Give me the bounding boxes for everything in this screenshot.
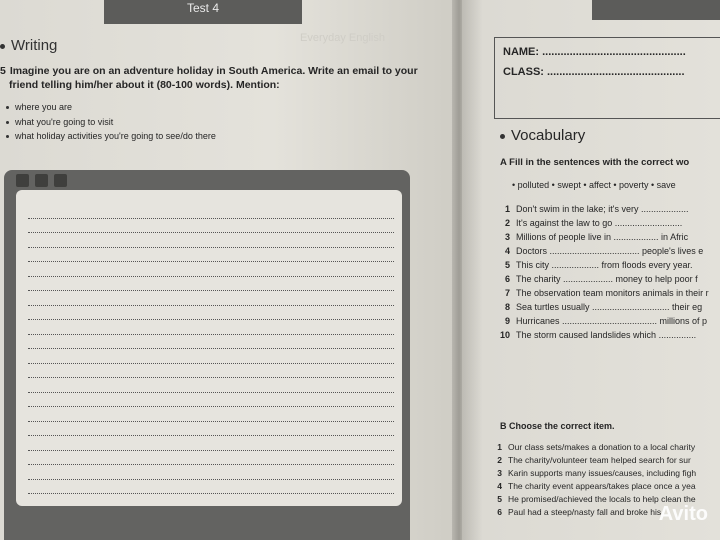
writing-line	[28, 479, 394, 480]
vocabulary-title-text: Vocabulary	[511, 127, 586, 144]
sentence-text: Paul had a steep/nasty fall and broke his	[508, 507, 662, 517]
vocabulary-title	[500, 127, 585, 144]
sentence-number: 3	[504, 232, 510, 242]
writing-line	[28, 218, 394, 219]
bullet-icon	[0, 44, 5, 49]
sentence-b	[492, 455, 691, 465]
writing-line	[28, 377, 394, 378]
watermark: Avito	[658, 503, 708, 525]
writing-line	[28, 261, 394, 262]
right-page	[462, 0, 720, 540]
sentence-number: 10	[499, 330, 510, 340]
right-tab	[592, 0, 720, 20]
list-item	[6, 100, 216, 115]
sentence-b	[492, 442, 695, 452]
sentence-text: Doctors .................................... people's lives e	[516, 246, 704, 256]
sentence-b	[492, 507, 661, 517]
sentence-number: 4	[504, 246, 510, 256]
bullet-text: what holiday activities you're going to see/do there	[15, 131, 216, 141]
sentence-a	[492, 274, 698, 284]
sentence-a	[492, 316, 707, 326]
writing-title	[0, 37, 57, 54]
ghost-text: Everyday English	[300, 32, 385, 44]
sentence-number: 2	[497, 455, 502, 465]
writing-line	[28, 276, 394, 277]
writing-window	[4, 170, 410, 540]
list-item	[6, 115, 216, 130]
task-text-1: Imagine you are on an adventure holiday in South America. Write an email to your	[9, 65, 418, 77]
writing-line	[28, 305, 394, 306]
writing-task	[0, 64, 418, 92]
sentence-text: Karin supports many issues/causes, including figh	[508, 468, 697, 478]
bullet-icon	[6, 106, 9, 109]
sentence-a	[492, 330, 696, 340]
test-label: Test 4	[104, 0, 302, 24]
sentence-a	[492, 246, 703, 256]
sentence-text: The charity/volunteer team helped search for sur	[508, 455, 691, 465]
sentence-number: 7	[504, 288, 510, 298]
sentence-text: Don't swim in the lake; it's very ...................	[516, 204, 689, 214]
name-field[interactable]: NAME: ...............................................	[503, 46, 686, 58]
sentence-text: The charity .................... money to help poor f	[516, 274, 698, 284]
sentence-text: The observation team monitors animals in their r	[516, 288, 709, 298]
sentence-a	[492, 302, 702, 312]
list-item	[6, 129, 216, 144]
bullet-icon	[6, 135, 9, 138]
sentence-number: 9	[504, 316, 510, 326]
sentence-number: 6	[497, 507, 502, 517]
task-bullets	[6, 100, 216, 144]
sentence-a	[492, 288, 709, 298]
writing-line	[28, 421, 394, 422]
sentence-text: He promised/achieved the locals to help clean the	[508, 494, 696, 504]
bullet-text: where you are	[15, 102, 73, 112]
word-bank: • polluted • swept • affect • poverty • save	[512, 180, 676, 190]
sentence-b	[492, 468, 696, 478]
bullet-icon	[6, 121, 9, 124]
section-b-heading: B Choose the correct item.	[500, 421, 615, 431]
sentence-number: 1	[497, 442, 502, 452]
class-field[interactable]: CLASS: .............................................	[503, 66, 685, 78]
sentence-b	[492, 481, 696, 491]
sentence-number: 8	[504, 302, 510, 312]
writing-line	[28, 464, 394, 465]
sentence-number: 3	[497, 468, 502, 478]
writing-line	[28, 247, 394, 248]
name-class-box	[494, 37, 720, 119]
writing-line	[28, 232, 394, 233]
bullet-icon	[500, 134, 505, 139]
writing-line	[28, 450, 394, 451]
writing-line	[28, 406, 394, 407]
window-square-icon	[35, 174, 48, 187]
sentence-text: It's against the law to go ...........................	[516, 218, 683, 228]
sentence-number: 5	[497, 494, 502, 504]
sentence-text: Our class sets/makes a donation to a local charity	[508, 442, 696, 452]
sentence-a	[492, 260, 693, 270]
section-a-heading: A Fill in the sentences with the correct wo	[500, 157, 690, 168]
sentence-text: The storm caused landslides which ...............	[516, 330, 697, 340]
sentence-text: Millions of people live in .................. in Afric	[516, 232, 689, 242]
window-square-icon	[16, 174, 29, 187]
writing-title-text: Writing	[11, 37, 58, 54]
writing-line	[28, 435, 394, 436]
sentence-text: This city ................... from floods every year.	[516, 260, 693, 270]
sentence-number: 2	[504, 218, 510, 228]
sentence-number: 1	[504, 204, 510, 214]
writing-line	[28, 319, 394, 320]
sentence-number: 6	[504, 274, 510, 284]
sentence-text: Sea turtles usually ............................... their eg	[516, 302, 703, 312]
sentence-text: Hurricanes ...................................... millions of p	[516, 316, 708, 326]
writing-line	[28, 363, 394, 364]
window-square-icon	[54, 174, 67, 187]
bullet-text: what you're going to visit	[15, 116, 114, 127]
writing-line	[28, 348, 394, 349]
writing-line	[28, 392, 394, 393]
sentence-a	[492, 204, 689, 214]
sentence-text: The charity event appears/takes place once a yea	[508, 481, 696, 491]
writing-line	[28, 290, 394, 291]
writing-area[interactable]	[16, 190, 402, 506]
task-number: 5	[0, 65, 6, 77]
writing-line	[28, 334, 394, 335]
writing-line	[28, 493, 394, 494]
sentence-a	[492, 218, 682, 228]
task-text-2: friend telling him/her about it (80-100 words). Mention:	[9, 79, 280, 91]
sentence-number: 4	[497, 481, 502, 491]
sentence-a	[492, 232, 688, 242]
sentence-number: 5	[504, 260, 510, 270]
